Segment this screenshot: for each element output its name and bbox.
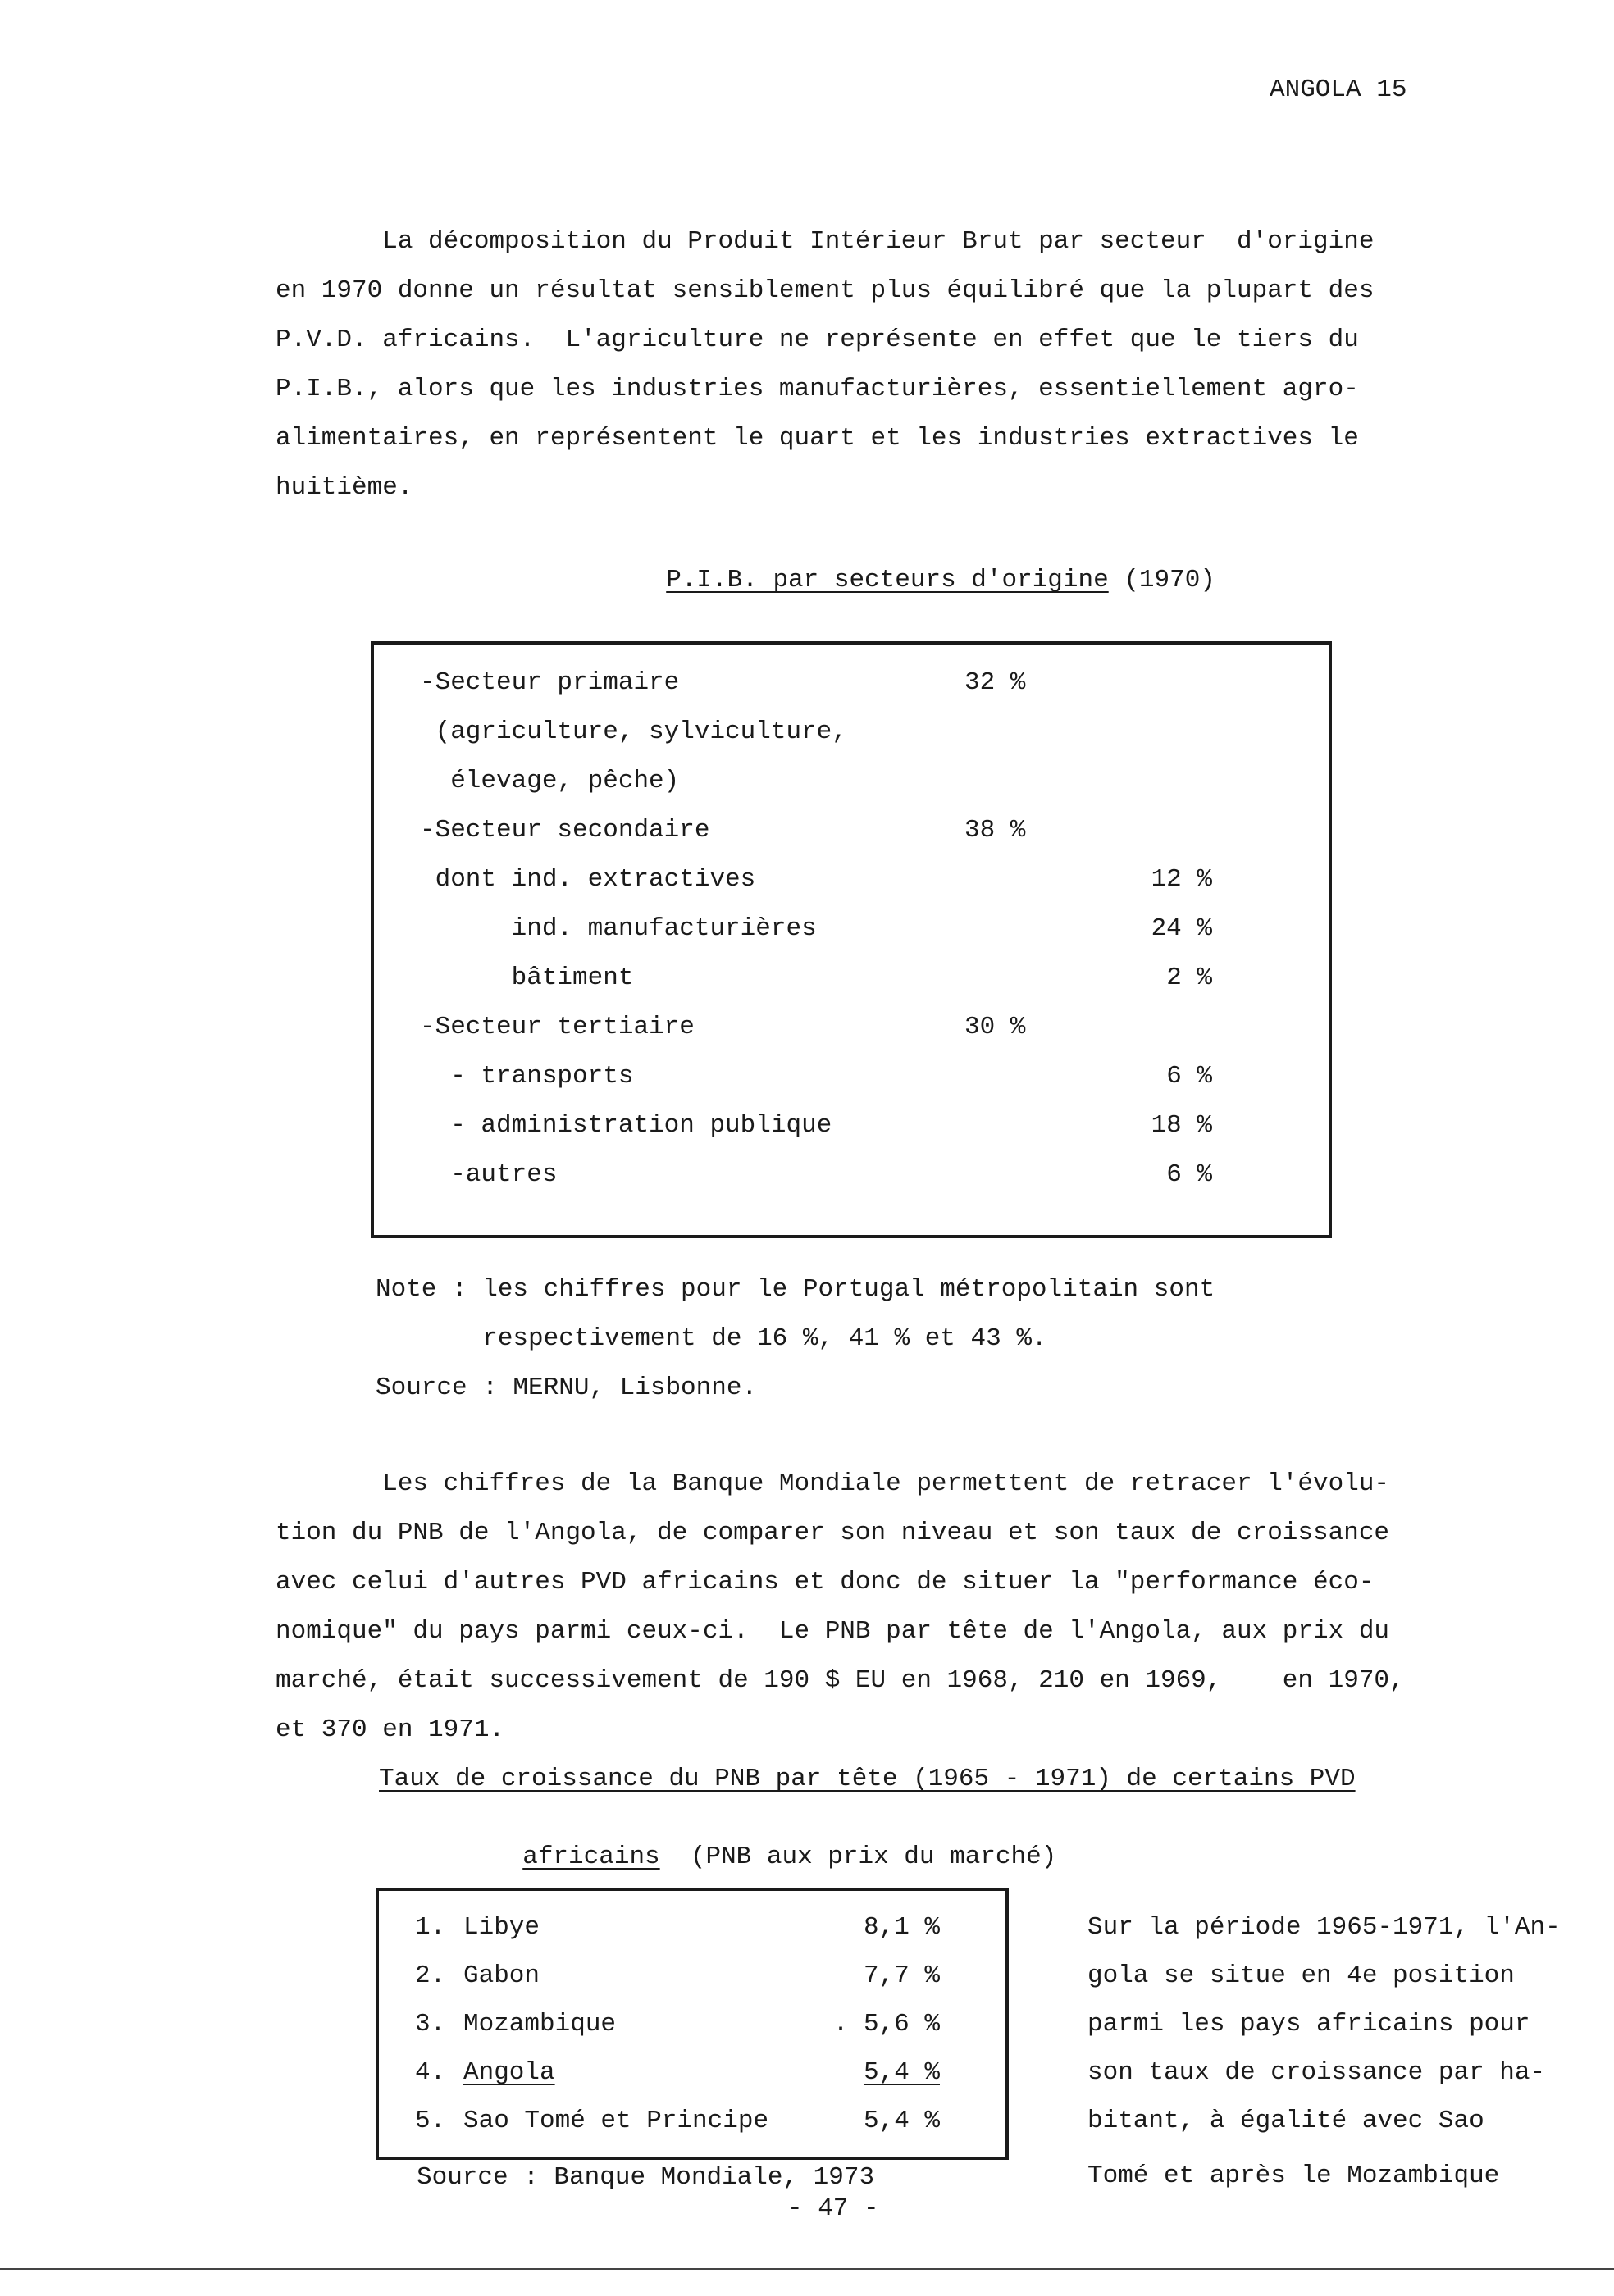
table1-row-label: - administration publique <box>420 1111 832 1140</box>
table2-country: Sao Tomé et Principe <box>463 2107 769 2135</box>
table1-row-sub: 6 % <box>1166 1160 1212 1189</box>
table1-row-main: 38 % <box>964 816 1026 845</box>
table1-row-label: élevage, pêche) <box>420 767 680 795</box>
side-text-line: son taux de croissance par ha- <box>1087 2058 1546 2087</box>
table2-rank: 3. <box>415 2010 446 2039</box>
bottom-rule <box>0 2268 1614 2270</box>
side-text-line: parmi les pays africains pour <box>1087 2010 1530 2039</box>
paragraph-line: La décomposition du Produit Intérieur Brut par secteur d'origine <box>276 227 1375 256</box>
table2-country: Gabon <box>463 1961 540 1990</box>
table2-title-note: (PNB aux prix du marché) <box>659 1843 1057 1871</box>
table1-row-sub: 2 % <box>1166 963 1212 992</box>
table2-value: 7,7 % <box>863 1961 940 1990</box>
table2-source: Source : Banque Mondiale, 1973 <box>417 2163 875 2192</box>
table2-value: 8,1 % <box>863 1913 940 1942</box>
table1-row-label: -autres <box>420 1160 558 1189</box>
table1-title-main: P.I.B. par secteurs d'origine <box>666 566 1109 594</box>
page-header: ANGOLA 15 <box>1270 75 1407 104</box>
table1-row-label: ind. manufacturières <box>420 914 817 943</box>
table2-country-highlight: Angola <box>463 2058 555 2087</box>
paragraph-line: P.V.D. africains. L'agriculture ne représente en effet que le tiers du <box>276 326 1359 354</box>
second-paragraph <box>276 1460 1473 1755</box>
note-source: Source : MERNU, Lisbonne. <box>376 1374 758 1402</box>
table1-row-label: bâtiment <box>420 963 634 992</box>
table2-value: 5,4 % <box>863 2107 940 2135</box>
table1-row-label: -Secteur secondaire <box>420 816 710 845</box>
table2-title-africains: africains <box>522 1843 660 1871</box>
table2-rank: 2. <box>415 1961 446 1990</box>
intro-paragraph <box>276 217 1473 512</box>
table1-title-year: (1970) <box>1108 566 1215 594</box>
table2-country: Libye <box>463 1913 540 1942</box>
table1-row-sub: 18 % <box>1151 1111 1212 1140</box>
table2-value-highlight: 5,4 % <box>863 2058 940 2087</box>
paragraph-line: et 370 en 1971. <box>276 1715 505 1744</box>
table1-row-label: -Secteur tertiaire <box>420 1013 695 1041</box>
table2-rank: 5. <box>415 2107 446 2135</box>
paragraph-line: huitième. <box>276 473 413 502</box>
table2-country: Mozambique <box>463 2010 617 2039</box>
table1-row-sub: 12 % <box>1151 865 1212 894</box>
table2-title-line1: Taux de croissance du PNB par tête (1965 - 1971) de certains PVD <box>379 1765 1356 1793</box>
paragraph-line: en 1970 donne un résultat sensiblement plus équilibré que la plupart des <box>276 276 1375 305</box>
paragraph-line: alimentaires, en représentent le quart et les industries extractives le <box>276 424 1359 453</box>
table1-row-sub: 24 % <box>1151 914 1212 943</box>
table1-row-label: - transports <box>420 1062 634 1091</box>
table1-row-label: -Secteur primaire <box>420 668 680 697</box>
page-number: - 47 - <box>787 2194 879 2223</box>
note-line-2: respectivement de 16 %, 41 % et 43 %. <box>376 1324 1047 1353</box>
table2-value: . 5,6 % <box>832 2010 940 2039</box>
side-text-line: Tomé et après le Mozambique <box>1087 2162 1500 2190</box>
side-text-line: bitant, à égalité avec Sao <box>1087 2107 1484 2135</box>
table1-row-main: 32 % <box>964 668 1026 697</box>
paragraph-line: nomique" du pays parmi ceux-ci. Le PNB par tête de l'Angola, aux prix du <box>276 1617 1390 1646</box>
paragraph-line: marché, était successivement de 190 $ EU en 1968, 210 en 1969, en 1970, <box>276 1666 1405 1695</box>
paragraph-line: tion du PNB de l'Angola, de comparer son niveau et son taux de croissance <box>276 1519 1390 1547</box>
side-text-line: gola se situe en 4e position <box>1087 1961 1515 1990</box>
paragraph-line: avec celui d'autres PVD africains et donc de situer la "performance éco- <box>276 1568 1375 1597</box>
side-text-line: Sur la période 1965-1971, l'An- <box>1087 1913 1561 1942</box>
paragraph-line: P.I.B., alors que les industries manufacturières, essentiellement agro- <box>276 375 1359 403</box>
table1-row-label: (agriculture, sylviculture, <box>420 718 847 746</box>
table2-title-line2 <box>492 1814 1056 1871</box>
table2-rank: 4. <box>415 2058 446 2087</box>
table1-row-sub: 6 % <box>1166 1062 1212 1091</box>
table1-row-label: dont ind. extractives <box>420 865 756 894</box>
table1-title <box>636 537 1215 594</box>
table2-rank: 1. <box>415 1913 446 1942</box>
paragraph-line: Les chiffres de la Banque Mondiale permettent de retracer l'évolu- <box>276 1469 1390 1498</box>
table1-row-main: 30 % <box>964 1013 1026 1041</box>
note-line-1: Note : les chiffres pour le Portugal métropolitain sont <box>376 1275 1215 1304</box>
